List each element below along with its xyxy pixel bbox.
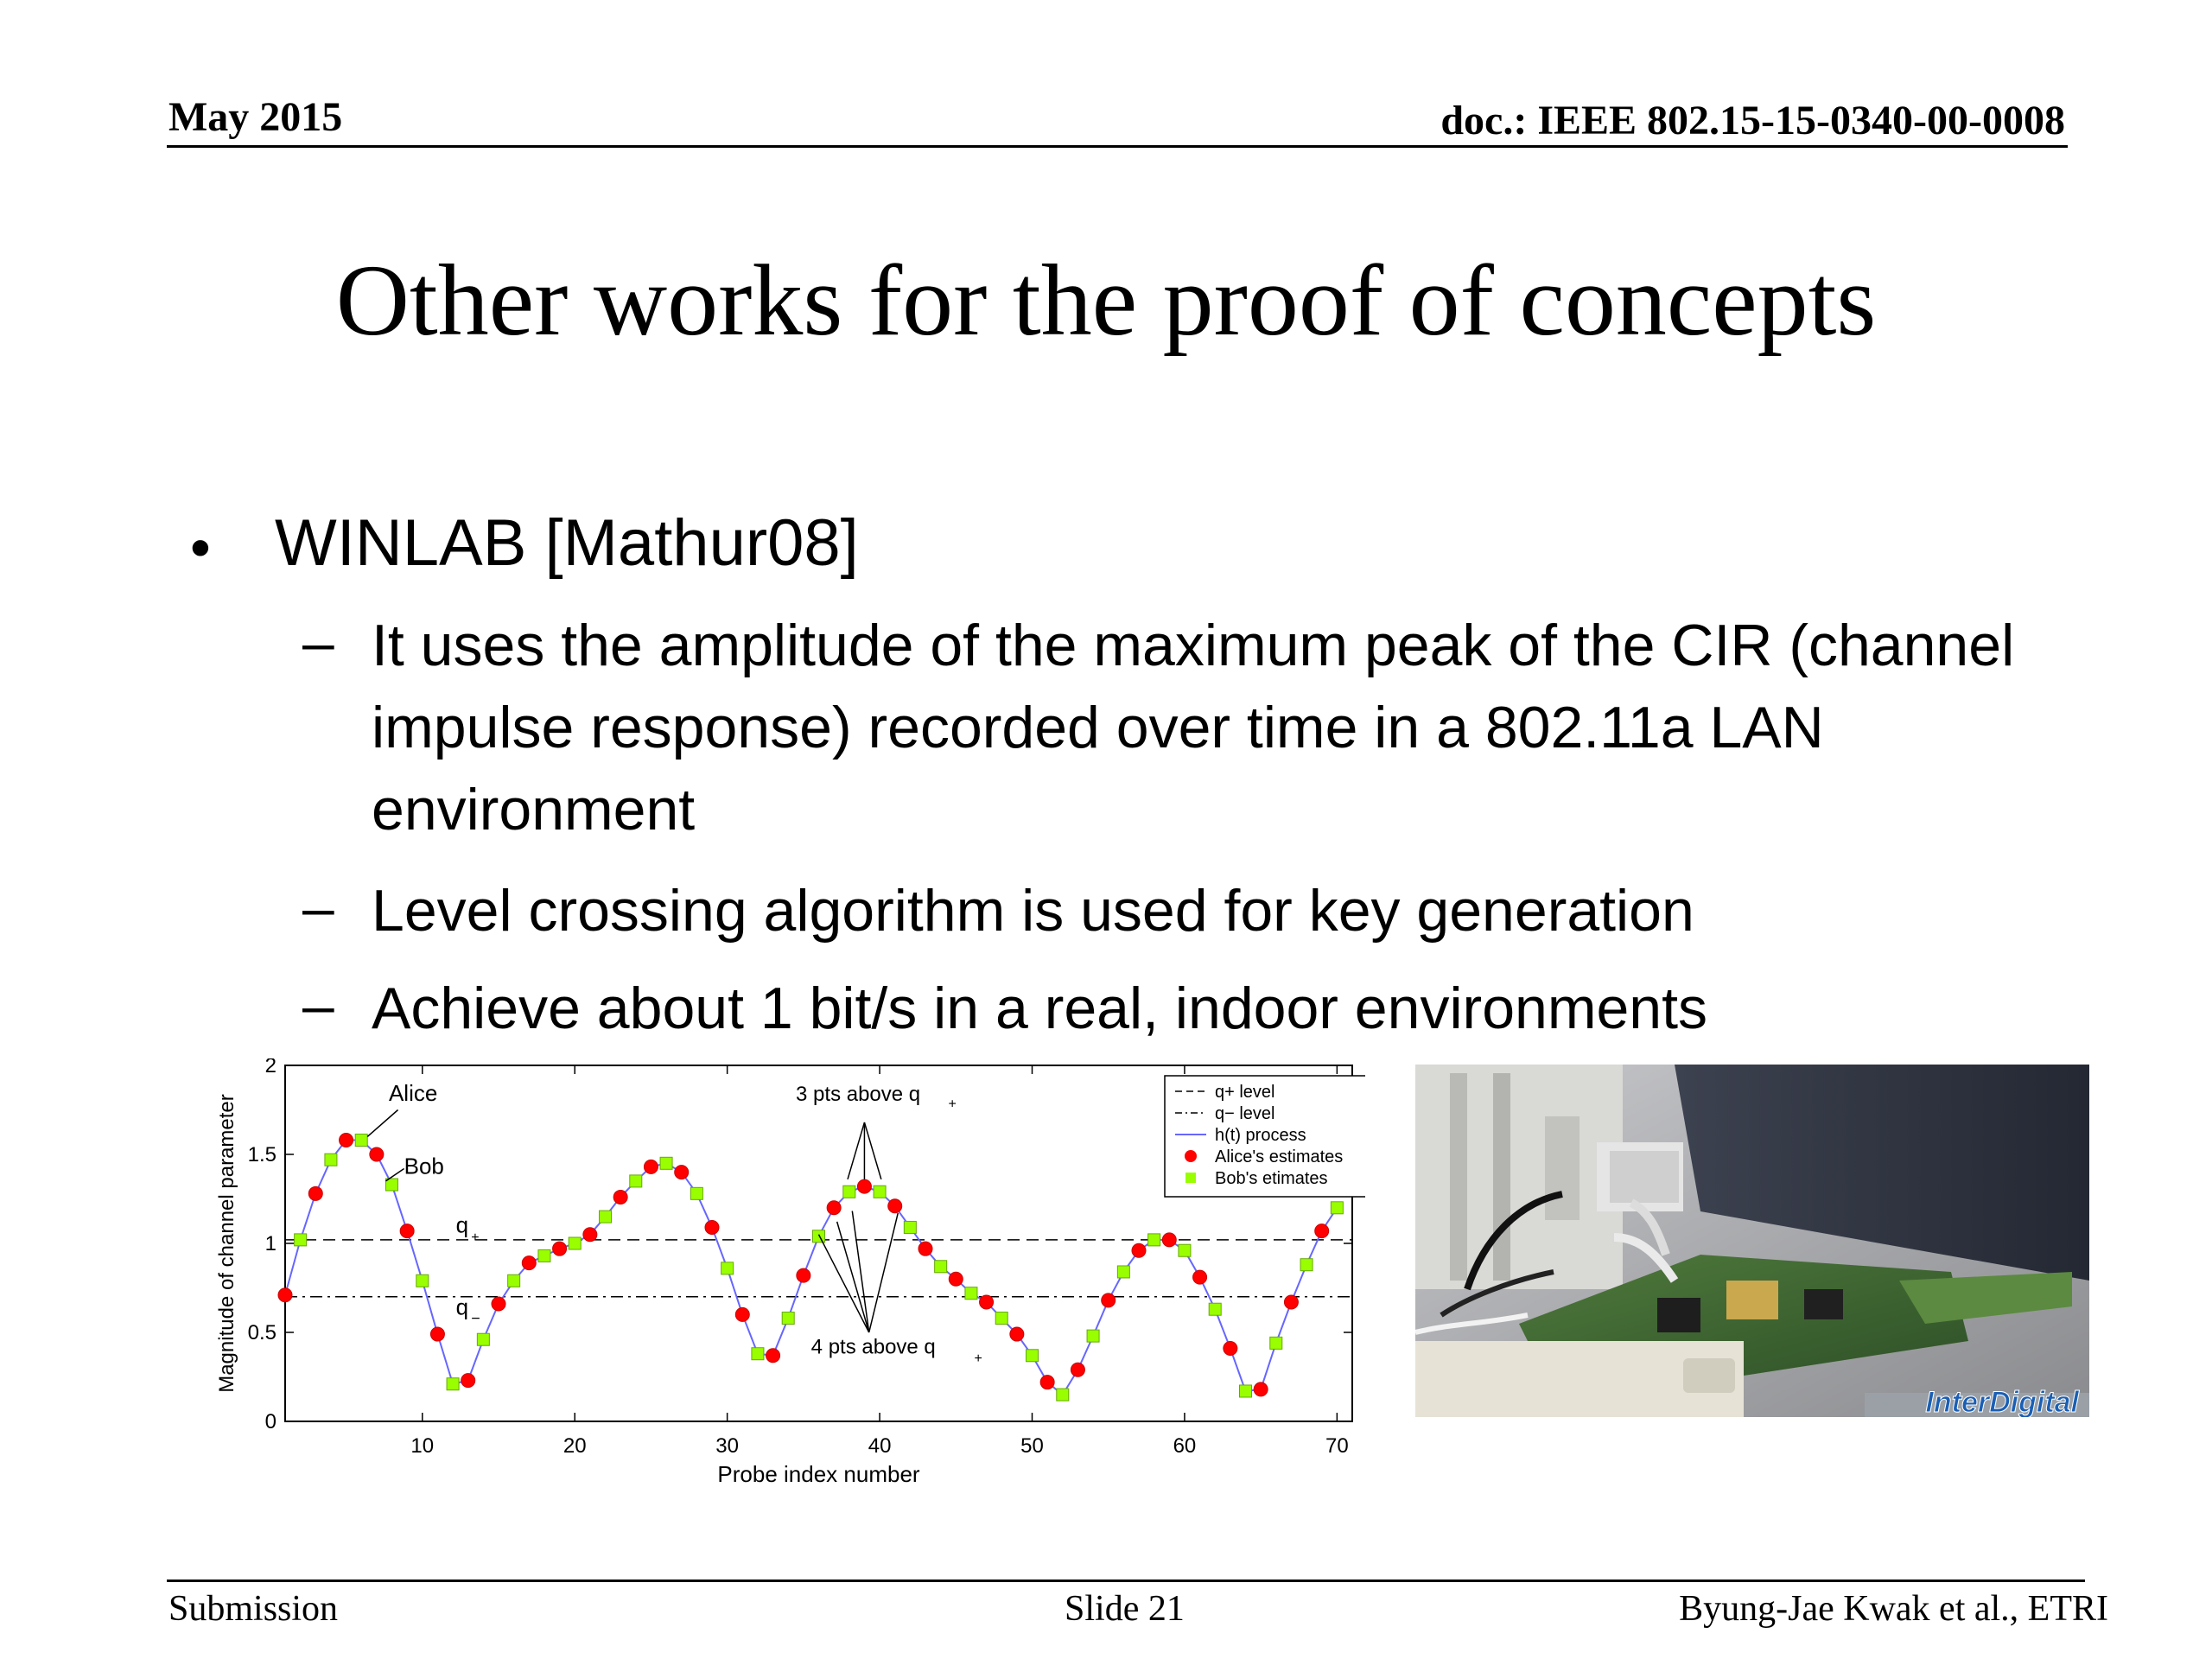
alice-estimate-point: [1162, 1233, 1176, 1247]
legend-alice-swatch: [1185, 1150, 1197, 1162]
annotation-three-pts: 3 pts above q: [796, 1083, 921, 1107]
alice-estimate-point: [613, 1190, 627, 1204]
alice-estimate-point: [583, 1228, 597, 1242]
alice-estimate-point: [430, 1327, 444, 1341]
channel-magnitude-chart: [207, 1058, 1365, 1499]
bob-estimate-point: [690, 1187, 702, 1199]
alice-estimate-point: [705, 1220, 719, 1234]
annotation-four-pts-arrow: [869, 1213, 899, 1332]
alice-estimate-point: [675, 1166, 689, 1179]
bob-estimate-point: [1148, 1234, 1160, 1246]
alice-estimate-point: [644, 1160, 658, 1173]
bob-estimate-point: [477, 1333, 489, 1345]
alice-estimate-point: [857, 1179, 871, 1193]
photo-logo: InterDigital: [1925, 1386, 2079, 1417]
photo-pc-case: [1415, 1065, 1623, 1289]
footer-rule: [167, 1580, 2085, 1582]
x-tick-label: 50: [1020, 1434, 1044, 1458]
bob-estimate-point: [508, 1274, 520, 1287]
annotation-q-plus: q: [455, 1211, 469, 1238]
alice-estimate-point: [308, 1186, 322, 1200]
annotation-q-minus: q: [455, 1294, 469, 1320]
bob-estimate-point: [752, 1348, 764, 1360]
x-axis-label: Probe index number: [717, 1461, 920, 1487]
sub-bullet-dash: –: [302, 610, 334, 674]
bob-estimate-point: [660, 1157, 672, 1169]
legend-entry: Bob's etimates: [1214, 1169, 1328, 1188]
alice-estimate-point: [370, 1147, 384, 1161]
slide-title: Other works for the proof of concepts: [335, 244, 1877, 357]
bob-estimate-point: [843, 1185, 855, 1198]
sub-bullet-2: Level crossing algorithm is used for key generation: [372, 878, 1694, 944]
header-date: May 2015: [168, 94, 343, 140]
alice-estimate-point: [1284, 1295, 1298, 1309]
annotation-bob: Bob: [404, 1153, 444, 1179]
bob-estimate-point: [538, 1249, 550, 1262]
alice-estimate-point: [1315, 1224, 1329, 1238]
annotation-three-pts-arrow: [848, 1122, 864, 1179]
alice-estimate-point: [1010, 1327, 1024, 1341]
alice-estimate-point: [1071, 1363, 1084, 1376]
alice-estimate-point: [278, 1288, 292, 1302]
bob-estimate-point: [630, 1175, 642, 1187]
sub-bullet-dash: –: [302, 875, 334, 939]
y-tick-label: 1.5: [247, 1143, 276, 1166]
bob-estimate-point: [1027, 1350, 1039, 1362]
alice-estimate-point: [735, 1307, 749, 1321]
sub-bullet-dash: –: [302, 973, 334, 1037]
bob-estimate-point: [600, 1211, 612, 1223]
alice-estimate-point: [888, 1199, 902, 1213]
alice-estimate-point: [827, 1201, 841, 1215]
legend-entry: q− level: [1214, 1104, 1275, 1123]
x-tick-label: 20: [563, 1434, 587, 1458]
legend-entry: Alice's estimates: [1214, 1147, 1344, 1166]
alice-estimate-point: [1102, 1294, 1116, 1307]
y-tick-label: 2: [264, 1058, 276, 1077]
x-tick-label: 70: [1325, 1434, 1349, 1458]
x-tick-label: 30: [715, 1434, 739, 1458]
alice-estimate-point: [461, 1374, 475, 1388]
alice-estimate-point: [1193, 1270, 1207, 1284]
y-tick-label: 0.5: [247, 1321, 276, 1344]
bob-estimate-point: [782, 1313, 794, 1325]
bob-estimate-point: [904, 1221, 916, 1233]
annotation-q-plus-sub: +: [471, 1230, 480, 1245]
bob-estimate-point: [1331, 1202, 1343, 1214]
footer-left: Submission: [168, 1589, 339, 1629]
bob-estimate-point: [295, 1234, 307, 1246]
annotation-four-pts-arrow: [819, 1235, 869, 1332]
alice-estimate-point: [522, 1256, 536, 1270]
annotation-q-minus-sub: −: [471, 1309, 480, 1327]
annotation-four-pts-arrow: [837, 1222, 869, 1332]
bob-estimate-point: [965, 1287, 977, 1300]
annotation-alice: Alice: [388, 1080, 438, 1107]
header-rule: [167, 145, 2068, 148]
y-tick-label: 1: [264, 1232, 276, 1255]
bob-estimate-point: [447, 1378, 459, 1390]
bob-estimate-point: [721, 1262, 734, 1274]
footer-slide-number: Slide 21: [1065, 1589, 1185, 1629]
bob-estimate-point: [355, 1135, 367, 1147]
alice-estimate-point: [980, 1295, 994, 1309]
bob-estimate-point: [935, 1261, 947, 1273]
legend-entry: h(t) process: [1214, 1126, 1306, 1145]
annotation-four-pts: 4 pts above q: [810, 1335, 936, 1359]
legend-entry: q+ level: [1214, 1083, 1275, 1102]
annotation-three-pts-arrow: [864, 1122, 880, 1179]
alice-estimate-point: [766, 1349, 780, 1363]
x-tick-label: 60: [1173, 1434, 1197, 1458]
annotation-alice-arrow: [367, 1110, 397, 1137]
bob-estimate-point: [1117, 1266, 1129, 1278]
header-doc-id: doc.: IEEE 802.15-15-0340-00-0008: [1440, 98, 2065, 143]
bob-estimate-point: [1209, 1303, 1221, 1315]
bob-estimate-point: [1270, 1337, 1282, 1349]
alice-estimate-point: [949, 1272, 963, 1286]
bullet-main: WINLAB [Mathur08]: [275, 506, 859, 580]
hardware-photo: [1415, 1065, 2089, 1417]
alice-estimate-point: [1040, 1376, 1054, 1389]
sub-bullet-1: It uses the amplitude of the maximum peak of the CIR (channel impulse response) recorded over time in a 802.11a LAN environment: [372, 613, 2015, 842]
alice-estimate-point: [1132, 1243, 1146, 1257]
alice-estimate-point: [1254, 1382, 1268, 1396]
alice-estimate-point: [400, 1224, 414, 1238]
bob-estimate-point: [995, 1313, 1007, 1325]
bob-estimate-point: [1087, 1330, 1099, 1342]
footer-authors: Byung-Jae Kwak et al., ETRI: [1679, 1589, 2108, 1629]
sub-bullet-3: Achieve about 1 bit/s in a real, indoor environments: [372, 976, 1708, 1041]
alice-estimate-point: [797, 1268, 810, 1282]
annotation-three-pts-sub: +: [948, 1096, 957, 1112]
bob-estimate-point: [325, 1154, 337, 1166]
bob-estimate-point: [1300, 1259, 1313, 1271]
y-axis-label: Magnitude of channel parameter: [215, 1094, 238, 1393]
alice-estimate-point: [553, 1242, 567, 1255]
legend-bob-swatch: [1185, 1173, 1196, 1183]
bob-estimate-point: [1057, 1389, 1069, 1401]
annotation-four-pts-sub: +: [974, 1351, 982, 1367]
x-tick-label: 10: [410, 1434, 435, 1458]
bullet-dot: •: [190, 515, 211, 581]
alice-estimate-point: [1224, 1342, 1237, 1356]
bob-estimate-point: [416, 1274, 429, 1287]
bob-estimate-point: [1179, 1244, 1191, 1256]
x-tick-label: 40: [868, 1434, 892, 1458]
bob-estimate-point: [813, 1230, 825, 1243]
bob-estimate-point: [1240, 1385, 1252, 1397]
alice-estimate-point: [492, 1297, 505, 1311]
bob-estimate-point: [874, 1185, 886, 1198]
annotation-four-pts-arrow: [852, 1211, 868, 1332]
alice-estimate-point: [918, 1242, 932, 1255]
alice-estimate-point: [340, 1134, 353, 1147]
y-tick-label: 0: [264, 1410, 276, 1433]
bob-estimate-point: [569, 1237, 581, 1249]
